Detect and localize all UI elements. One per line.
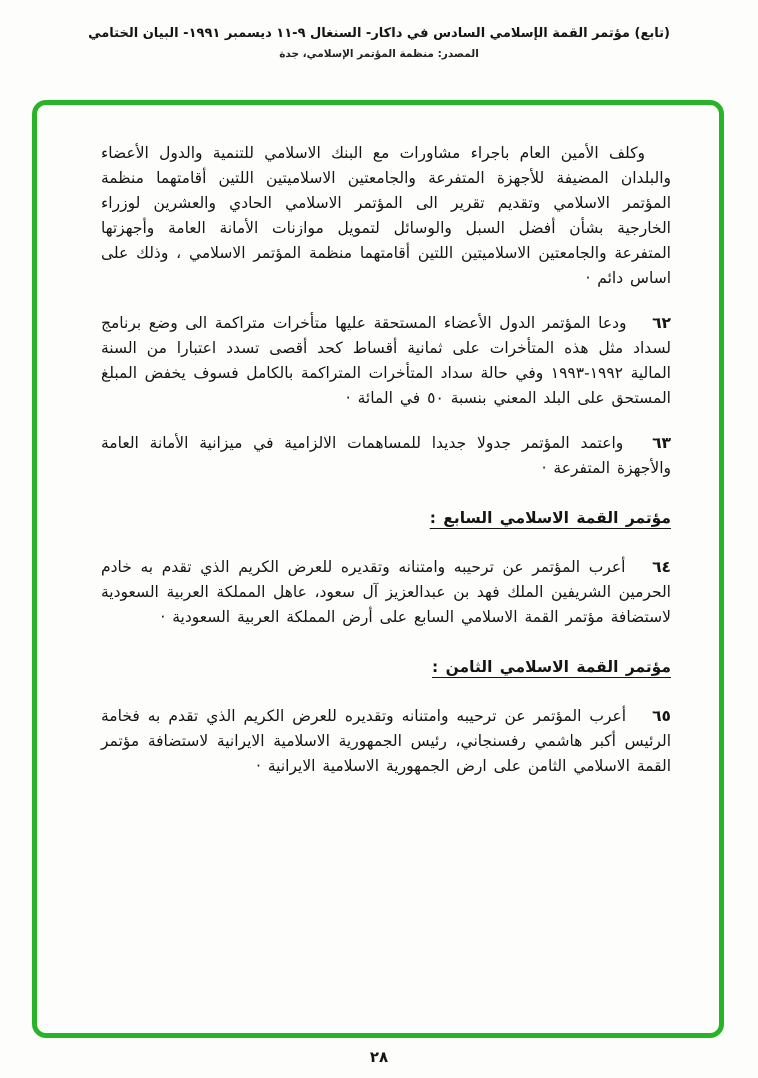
paragraph-text: وكلف الأمين العام باجراء مشاورات مع البنك الاسلامي للتنمية والدول الأعضاء والبلدان المضيفة للأجهزة المتفرعة والجامعتين الاسلاميتين اللتين أقامتهما منظمة المؤتمر الاسلامي وتقديم تقرير الى المؤتمر الاسلامي الحادي والعشرين لوزراء الخارجية بشأن أفضل السبل والوسائل لتمويل موازنات الأمانة العامة وأجهزتها المتفرعة والجامعتين الاسلاميتين اللتين أقامتهما منظمة المؤتمر الاسلامي ، وذلك على اساس دائم ·: [101, 144, 671, 287]
paragraph-text: أعرب المؤتمر عن ترحيبه وامتنانه وتقديره للعرض الكريم الذي تقدم به فخامة الرئيس أكبر هاشمي رفسنجاني، رئيس الجمهورية الاسلامية الايرانية لاستضافة مؤتمر القمة الاسلامي الثامن على ارض الجمهورية الاسلامية الايرانية ·: [101, 707, 671, 775]
header-title: (تابع) مؤتمر القمة الإسلامي السادس في داكار- السنغال ٩-١١ ديسمبر ١٩٩١- البيان الختامي: [88, 26, 670, 41]
paragraph-number: ٦٥: [652, 707, 671, 725]
paragraph-text: أعرب المؤتمر عن ترحيبه وامتنانه وتقديره للعرض الكريم الذي تقدم به خادم الحرمين الشريفين الملك فهد بن عبدالعزيز آل سعود، عاهل المملكة العربية السعودية لاستضافة مؤتمر القمة الاسلامي السابع على أرض المملكة العربية السعودية ·: [101, 558, 671, 626]
paragraph-text: واعتمد المؤتمر جدولا جديدا للمساهمات الالزامية في ميزانية الأمانة العامة والأجهزة المتفرعة ·: [101, 434, 671, 477]
paragraph-number: ٦٤: [652, 558, 671, 576]
document-frame: [32, 100, 724, 1038]
paragraph: [101, 431, 671, 481]
section-heading-eighth-summit: مؤتمر القمة الاسلامي الثامن :: [431, 658, 671, 676]
header-source: المصدر: منظمة المؤتمر الإسلامي، جدة: [279, 48, 479, 60]
paragraph: [101, 704, 671, 779]
paragraph-number: ٦٢: [652, 314, 671, 332]
paragraph: [101, 311, 671, 411]
paragraph-number: ٦٣: [652, 434, 672, 452]
paragraph: [101, 141, 671, 291]
page-header: [0, 26, 758, 60]
section-heading-seventh-summit: مؤتمر القمة الاسلامي السابع :: [429, 509, 671, 527]
paragraph-text: ودعا المؤتمر الدول الأعضاء المستحقة عليها متأخرات متراكمة الى وضع برنامج لسداد مثل هذه المتأخرات على ثمانية أقساط كحد أقصى تسدد اعتبارا من السنة المالية ١٩٩٢-١٩٩٣ وفي حالة سداد المتأخرات المتراكمة بالكامل فسوف يخفض المبلغ المستحق على البلد المعني بنسبة ٥٠ في المائة ·: [101, 314, 671, 407]
page-number: ٢٨: [369, 1048, 389, 1066]
paragraph: [101, 555, 671, 630]
